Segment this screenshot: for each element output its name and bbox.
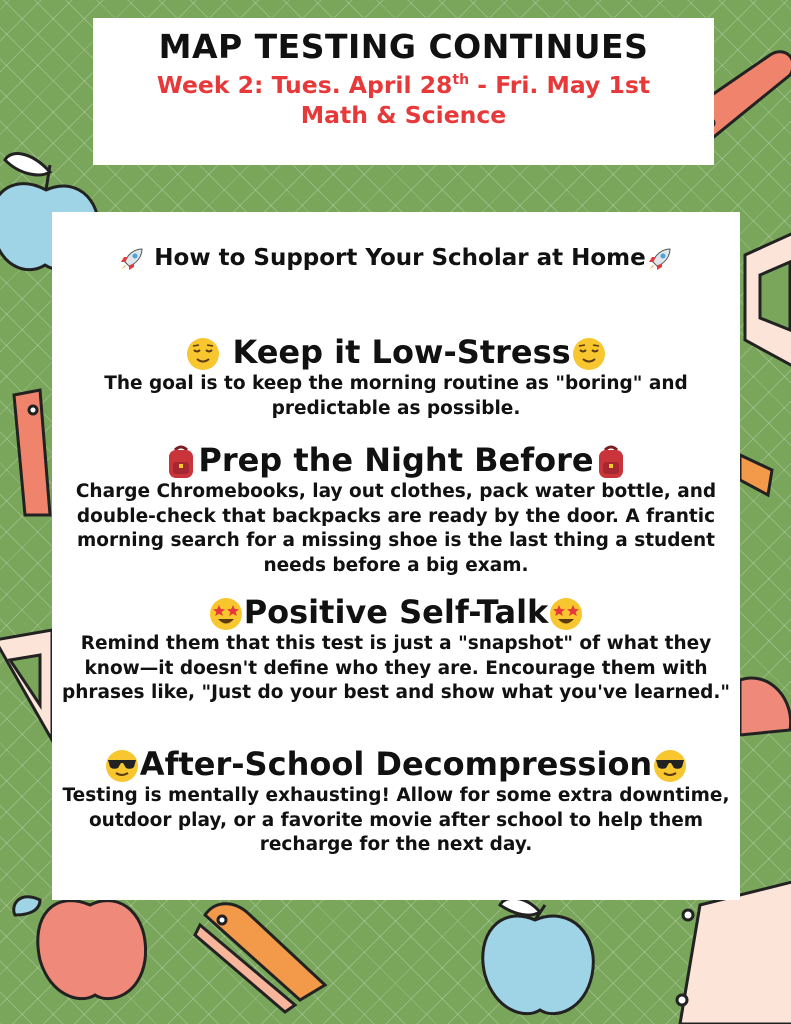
star-struck-face-icon: [208, 596, 244, 632]
section-body: Testing is mentally exhausting! Allow for some extra downtime, outdoor play, or a favorite movie after school to help them recharge for the next day.: [62, 785, 730, 855]
relieved-face-icon: [185, 336, 221, 372]
testing-dates-prefix: Week 2: Tues. April 28: [156, 71, 453, 99]
apple-red-bottom-left-icon: [14, 897, 146, 999]
section-heading-text: Prep the Night Before: [198, 441, 594, 479]
section-heading-text: After-School Decompression: [139, 745, 653, 783]
apple-red-right-icon: [740, 678, 791, 735]
stapler-orange-bottom-icon: [195, 904, 325, 1012]
stapler-left-icon: [14, 390, 50, 515]
triangle-ruler-right-icon: [745, 230, 791, 370]
section-heading: [52, 592, 740, 632]
section-heading-text: Positive Self-Talk: [243, 593, 549, 631]
relieved-face-icon: [571, 336, 607, 372]
stapler-orange-right-icon: [740, 455, 772, 495]
header-box: [93, 18, 714, 165]
triangle-ruler-left-icon: [0, 630, 52, 740]
sunglasses-face-icon: [652, 748, 688, 784]
sunglasses-face-icon: [104, 748, 140, 784]
section-decompression: [52, 744, 740, 858]
section-body: Charge Chromebooks, lay out clothes, pack water bottle, and double-check that backpacks are ready by the door. A frantic morning search for a missing shoe is the last thing a student needs before a big exam.: [75, 481, 717, 576]
section-heading-text: Keep it Low-Stress: [221, 333, 571, 371]
support-card: [52, 212, 740, 900]
backpack-icon: [164, 444, 198, 480]
testing-dates-suffix: - Fri. May 1st: [469, 71, 651, 99]
rocket-icon: [118, 245, 146, 273]
backpack-icon: [594, 444, 628, 480]
testing-dates-ordinal: th: [452, 72, 470, 89]
section-heading: [52, 440, 740, 480]
testing-dates: [93, 70, 714, 100]
section-body: Remind them that this test is just a "snapshot" of what they know—it doesn't define who they are. Encourage them with phrases like, "Just do your best and show what you've learned.": [61, 633, 731, 703]
rocket-icon: [646, 245, 674, 273]
intro-text: How to Support Your Scholar at Home: [146, 245, 646, 271]
apple-blue-bottom-right-icon: [483, 898, 594, 1013]
section-heading: [52, 332, 740, 372]
intro-heading: [52, 240, 740, 276]
section-low-stress: [52, 332, 740, 421]
star-struck-face-icon: [548, 596, 584, 632]
section-prep-night: [52, 440, 740, 578]
testing-subjects: Math & Science: [300, 101, 507, 129]
section-heading: [52, 744, 740, 784]
section-body: The goal is to keep the morning routine as "boring" and predictable as possible.: [104, 373, 688, 419]
page-title: MAP TESTING CONTINUES: [158, 27, 649, 66]
notebook-bottom-right-icon: [677, 880, 791, 1024]
section-self-talk: [52, 592, 740, 706]
